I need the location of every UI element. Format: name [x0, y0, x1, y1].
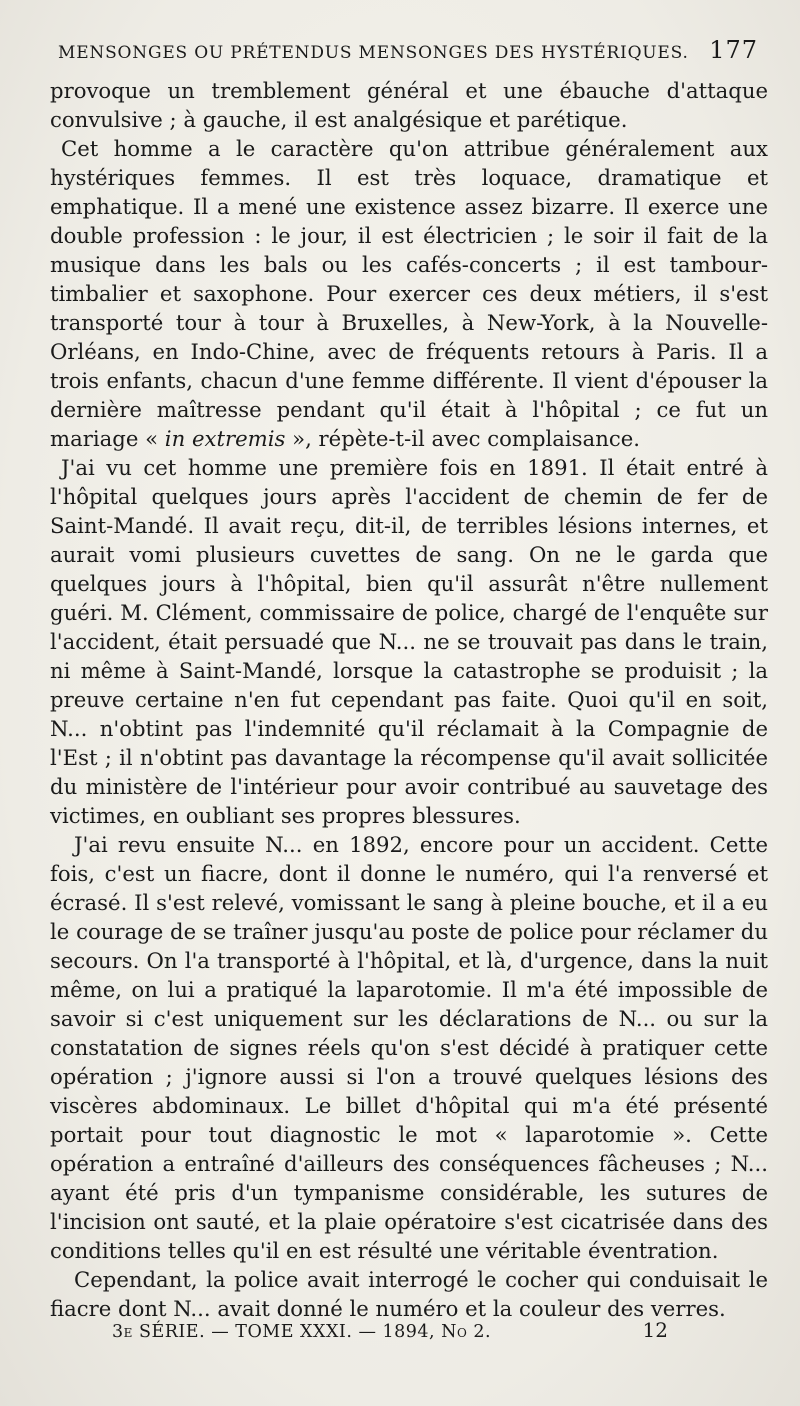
paragraph-text: Cependant, la police avait interrogé le cocher qui conduisait le fiacre dont N... avait donné le numéro et la couleur des verres. [50, 1267, 768, 1321]
paragraph-text: J'ai revu ensuite N... en 1892, encore pour un accident. Cette fois, c'est un fiacre, dont il donne le numéro, qui l'a renversé et écrasé. Il s'est relevé, vomissant le sang à pleine bouche, et il a eu le courage de se traîner jusqu'au poste de police pour réclamer du secours. On l'a transporté à l'hôpital, et là, d'urgence, dans la nuit même, on lui a pratiqué la laparotomie. Il m'a été impossible de savoir si c'est uniquement sur les déclarations de N... ou sur la constatation de signes réels qu'on s'est décidé à pratiquer cette opération ; j'ignore aussi si l'on a trouvé quelques lésions des viscères abdominaux. Le billet d'hôpital qui m'a été présenté portait pour tout diagnostic le mot « laparotomie ». Cette opération a entraîné d'ailleurs des conséquences fâcheuses ; N... ayant été pris d'un tympanisme considérable, les sutures de l'incision ont sauté, et la plaie opératoire s'est cicatrisée dans des conditions telles qu'il en est résulté une véritable éventration. [50, 832, 768, 1263]
paragraph-5 [50, 1265, 768, 1323]
italic-phrase: in extremis [164, 426, 286, 451]
paragraph-text: provoque un tremblement général et une ébauche d'attaque convulsive ; à gauche, il est analgésique et parétique. [50, 78, 768, 132]
paragraph-1 [50, 76, 768, 134]
paragraph-4 [50, 830, 768, 1265]
paragraph-text: J'ai vu cet homme une première fois en 1891. Il était entré à l'hôpital quelques jours après l'accident de chemin de fer de Saint-Mandé. Il avait reçu, dit-il, de terribles lésions internes, et aurait vomi plusieurs cuvettes de sang. On ne le garda que quelques jours à l'hôpital, bien qu'il assurât n'être nullement guéri. M. Clément, commissaire de police, chargé de l'enquête sur l'accident, était persuadé que N... ne se trouvait pas dans le train, ni même à Saint-Mandé, lorsque la catastrophe se produisit ; la preuve certaine n'en fut cependant pas faite. Quoi qu'il en soit, N... n'obtint pas l'indemnité qu'il réclamait à la Compagnie de l'Est ; il n'obtint pas davantage la récompense qu'il avait sollicitée du ministère de l'intérieur pour avoir contribué au sauvetage des victimes, en oubliant ses propres blessures. [50, 455, 768, 828]
page-footer [112, 1318, 668, 1342]
series-info: 3e SÉRIE. — TOME XXXI. — 1894, No 2. [112, 1322, 492, 1342]
body-text [50, 76, 768, 1323]
paragraph-3 [50, 453, 768, 830]
paragraph-text-end: », répète-t-il avec complaisance. [285, 426, 640, 451]
signature-mark: 12 [642, 1318, 668, 1342]
paragraph-2 [50, 134, 768, 453]
page-number: 177 [709, 36, 758, 64]
running-head [58, 36, 758, 64]
paragraph-text: Cet homme a le caractère qu'on attribue généralement aux hystériques femmes. Il est très loquace, dramatique et emphatique. Il a mené une existence assez bizarre. Il exerce une double profession : le jour, il est électricien ; le soir il fait de la musique dans les bals ou les cafés-concerts ; il est tambour-timbalier et saxophone. Pour exercer ces deux métiers, il s'est transporté tour à tour à Bruxelles, à New-York, à la Nouvelle-Orléans, en Indo-Chine, avec de fréquents retours à Paris. Il a trois enfants, chacun d'une femme différente. Il vient d'épouser la dernière maîtresse pendant qu'il était à l'hôpital ; ce fut un mariage « [50, 136, 768, 451]
running-title: MENSONGES OU PRÉTENDUS MENSONGES DES HYSTÉRIQUES. [58, 43, 689, 63]
